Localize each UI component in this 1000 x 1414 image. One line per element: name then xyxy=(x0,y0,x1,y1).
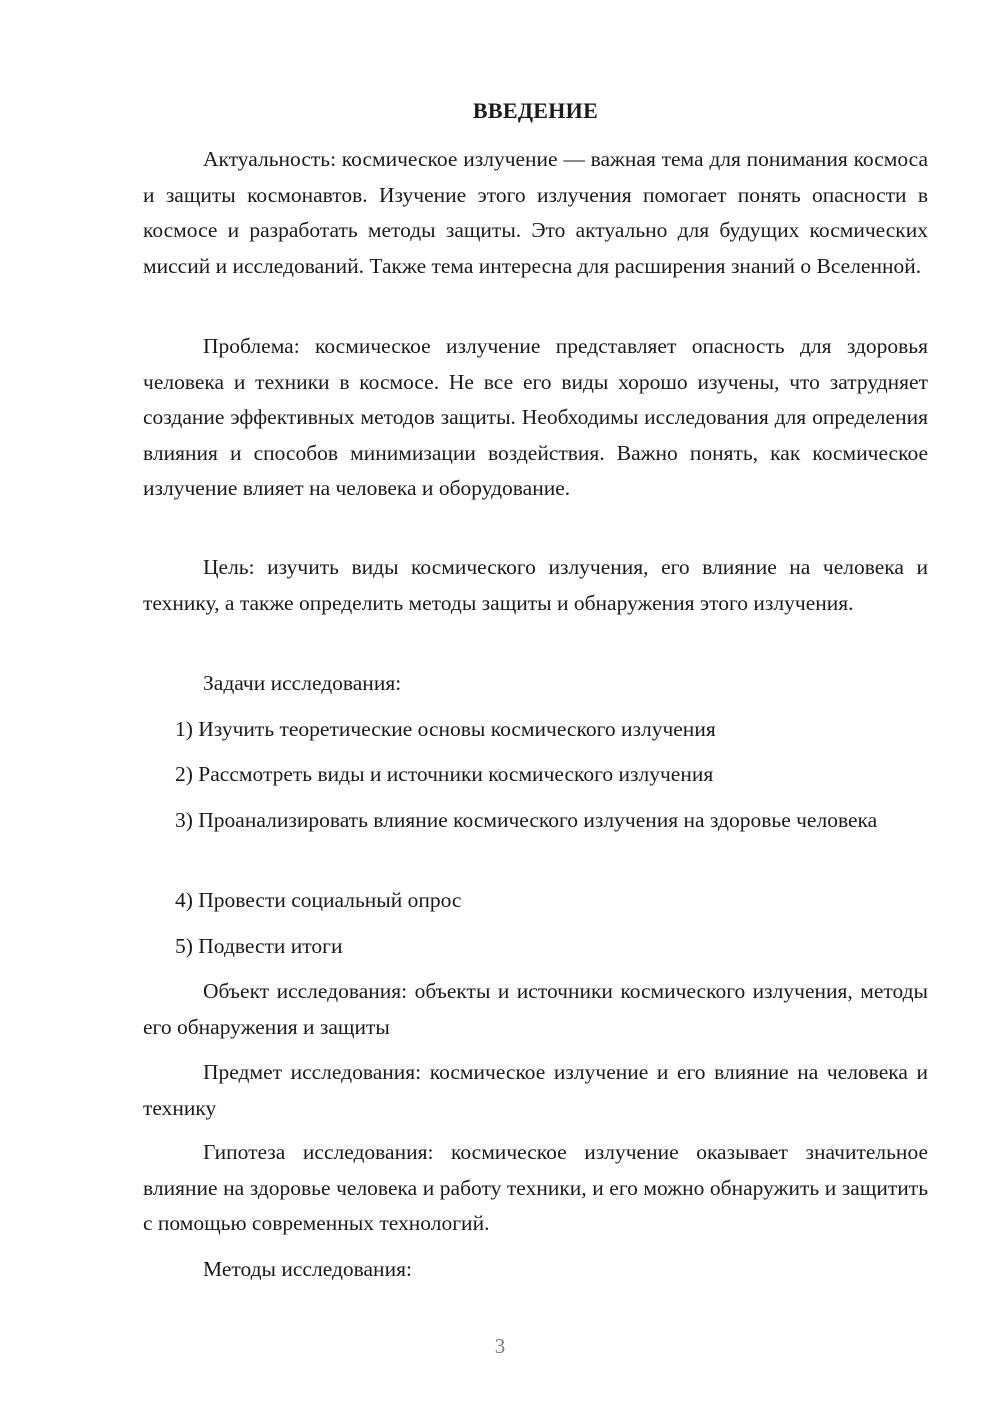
task-item-2: 2) Рассмотреть виды и источники космического излучения xyxy=(175,762,714,786)
paragraph-methods: Методы исследования: xyxy=(203,1257,412,1281)
page-number: 3 xyxy=(494,1334,506,1358)
task-item-1: 1) Изучить теоретические основы космического излучения xyxy=(175,717,716,741)
task-item-4: 4) Провести социальный опрос xyxy=(175,888,462,912)
paragraph-relevance: Актуальность: космическое излучение — важная тема для понимания космоса и защиты космонавтов. Изучение этого излучения помогает понять опасности в космосе и разработать методы защиты. Это актуально для будущих космических миссий и исследований. Также тема интересна для расширения знаний о Вселенной. xyxy=(143,147,928,278)
section-title: ВВЕДЕНИЕ xyxy=(472,98,599,123)
paragraph-hypothesis: Гипотеза исследования: космическое излучение оказывает значительное влияние на здоровье человека и работу техники, и его можно обнаружить и защитить с помощью современных технологий. xyxy=(143,1140,928,1235)
paragraph-tasks-heading: Задачи исследования: xyxy=(203,671,402,695)
paragraph-object: Объект исследования: объекты и источники космического излучения, методы его обнаружения и защиты xyxy=(143,979,928,1039)
paragraph-problem: Проблема: космическое излучение представляет опасность для здоровья человека и техники в космосе. Не все его виды хорошо изучены, что затрудняет создание эффективных методов защиты. Необходимы исследования для определения влияния и способов минимизации воздействия. Важно понять, как космическое излучение влияет на человека и оборудование. xyxy=(143,334,928,500)
task-item-5: 5) Подвести итоги xyxy=(175,934,343,958)
paragraph-subject: Предмет исследования: космическое излучение и его влияние на человека и технику xyxy=(143,1060,928,1120)
paragraph-goal: Цель: изучить виды космического излучения, его влияние на человека и технику, а также определить методы защиты и обнаружения этого излучения. xyxy=(143,555,928,615)
task-item-3: 3) Проанализировать влияние космического излучения на здоровье человека xyxy=(175,808,878,832)
